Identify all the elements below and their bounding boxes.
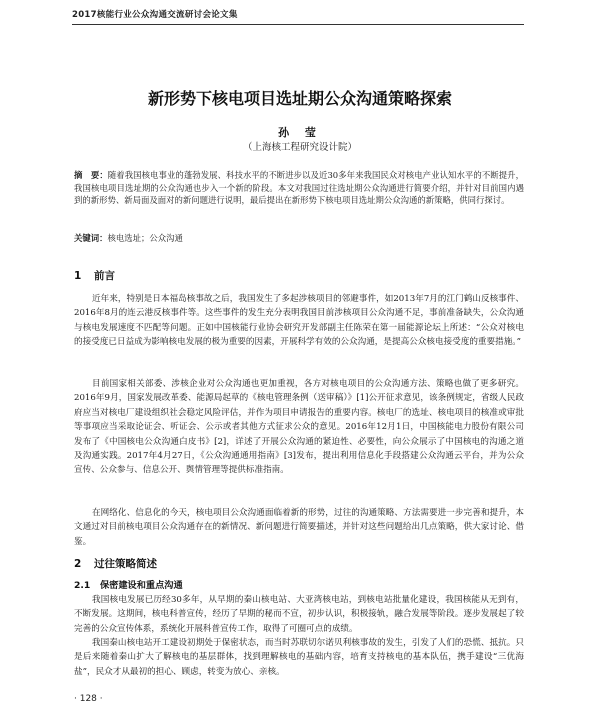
subsection-number: 2.1 (74, 580, 91, 591)
abstract-text: 随着我国核电事业的蓬勃发展、科技水平的不断进步以及近30多年来我国民众对核电产业认知水平的不断提升，我国核电项目选址期的公众沟通也步入一个新的阶段。本文对我国过往选址期公众沟通进行简要介绍，并针对目前国内遇到的新形势、新局面及面对的新问题进行说明，最后提出在新形势下核电项目选址期公众沟通的新策略，供同行探讨。 (74, 170, 524, 206)
section-heading-1 (74, 268, 115, 283)
paragraph: 在网络化、信息化的今天，核电项目公众沟通面临着新的形势，过往的沟通策略、方法需要进一步完善和提升，本文通过对目前核电项目公众沟通存在的新情况、新问题进行简要描述，并针对这些问题给出几点策略，供大家讨论、借鉴。 (74, 508, 524, 547)
section-title: 前言 (94, 270, 115, 282)
author-affiliation: （上海核工程研究设计院） (242, 142, 357, 153)
running-header: 2017核能行业公众沟通交流研讨会论文集 (72, 10, 238, 20)
paper-title: 新形势下核电项目选址期公众沟通策略探索 (147, 89, 452, 108)
header-rule (72, 24, 524, 25)
paragraph: 近年来，特别是日本福岛核事故之后，我国发生了多起涉核项目的邻避事件，如2013年7月的江门鹤山反核事件、2016年8月的连云港反核事件等。这些事件的发生充分表明我国目前涉核项目公众沟通不足，事前准备缺失，公众沟通与核电发展速度不匹配等问题。正如中国核能行业协会研究开发部副主任陈荣在第一届能源论坛上所述：“公众对核电的接受度已日益成为影响核电发展的极为重要的因素，开展科学有效的公众沟通，是提高公众核电接受度的重要措施。” (74, 294, 524, 348)
section-heading-2 (74, 556, 157, 571)
paragraph: 目前国家相关部委、涉核企业对公众沟通也更加重视，各方对核电项目的公众沟通方法、策略也做了更多研究。2016年9月，国家发展改革委、能源局起草的《核电管理条例（送审稿）》[1]公开征求意见，该条例规定，省级人民政府应当对核电厂建设组织社会稳定风险评估，并作为项目申请报告的重要内容。核电厂的选址、核电项目的核准或审批等事项应当采取论证会、听证会、公示或者其他方式征求公众的意见。2016年12月1日，中国核能电力股份有限公司发布了《中国核电公众沟通白皮书》[2]，详述了开展公众沟通的紧迫性、必要性，向公众展示了中国核电的沟通之道及沟通实践。2017年4月27日，《公众沟通通用指南》[3]发布，提出利用信息化手段搭建公众沟通云平台，并为公众宣传、公众参与、信息公开、舆情管理等提供标准指南。 (74, 379, 524, 476)
abstract-label: 摘 要： (74, 170, 108, 180)
author-name: 孙 莹 (278, 126, 322, 139)
subsection-heading (74, 577, 183, 591)
keywords-label: 关键词： (74, 233, 108, 243)
section-number: 2 (74, 558, 82, 570)
paragraph: 我国核电发展已历经30多年，从早期的秦山核电站、大亚湾核电站，到核电站批量化建设，我国核能从无到有，不断发展。这期间，核电科普宣传，经历了早期的秘而不宣，初步认识，积极接轨，融合发展等阶段。逐步发展起了较完善的公众宣传体系，系统化开展科普宣传工作，取得了可圈可点的成绩。 (74, 595, 524, 634)
paragraph: 我国秦山核电站开工建设初期处于保密状态，而当时苏联切尔诺贝利核事故的发生，引发了人们的恐慌、抵抗。只是后来随着秦山扩大了解核电的基层群体，找到理解核电的基础内容，培育支持核电的基本队伍，携手建设“三优海盐”，民众才从最初的担心、顾虑，转变为放心、亲核。 (74, 638, 524, 677)
keywords (74, 232, 524, 244)
section-number: 1 (74, 270, 82, 282)
keywords-text: 核电选址；公众沟通 (107, 233, 183, 243)
page-number: · 128 · (74, 694, 103, 704)
abstract (74, 169, 524, 207)
section-title: 过往策略简述 (94, 558, 157, 570)
subsection-title: 保密建设和重点沟通 (100, 580, 183, 591)
